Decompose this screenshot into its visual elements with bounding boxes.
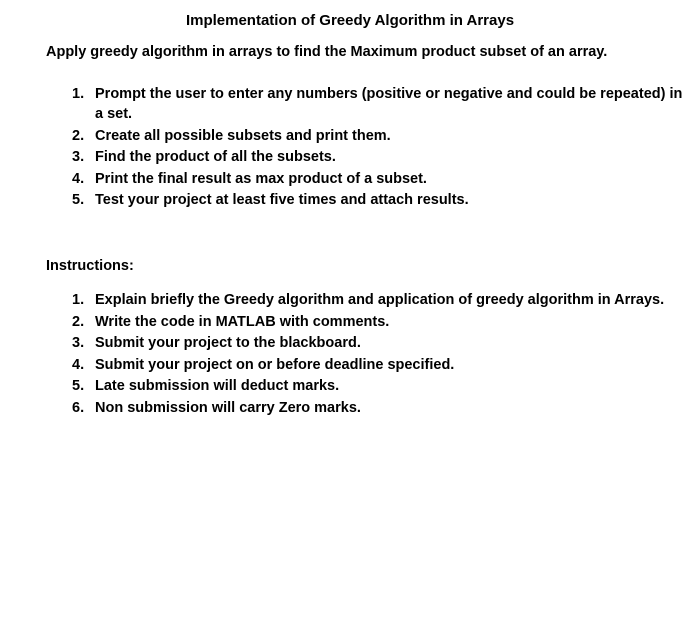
list-item <box>72 126 686 146</box>
list-item <box>72 355 686 375</box>
list-item <box>72 290 686 310</box>
list-item <box>72 147 686 167</box>
list-item-number: 1. <box>72 86 85 102</box>
list-item-text: Submit your project on or before deadline specified. <box>95 356 455 373</box>
task-list <box>72 84 686 212</box>
list-item-number: 4. <box>72 170 85 187</box>
task-heading: Apply greedy algorithm in arrays to find the Maximum product subset of an array. <box>46 44 608 60</box>
instruction-list <box>72 290 686 419</box>
list-item <box>72 312 686 332</box>
list-item <box>72 333 686 353</box>
list-item-number: 3. <box>72 149 85 165</box>
list-item-number: 6. <box>72 399 85 416</box>
list-item-number: 5. <box>72 192 85 208</box>
list-item-text: Non submission will carry Zero marks. <box>95 399 361 416</box>
list-item <box>72 376 686 396</box>
document-title: Implementation of Greedy Algorithm in Arrays <box>185 12 515 29</box>
list-item-number: 2. <box>72 313 85 330</box>
list-item-text: Create all possible subsets and print them. <box>95 127 391 144</box>
list-item-text: Write the code in MATLAB with comments. <box>95 313 390 330</box>
list-item-text: Find the product of all the subsets. <box>95 149 336 165</box>
list-item-number: 2. <box>72 127 85 144</box>
list-item-text: Print the final result as max product of a subset. <box>95 170 427 187</box>
list-item-number: 5. <box>72 378 85 394</box>
list-item-text: Prompt the user to enter any numbers (positive or negative and could be repeated) in a set. <box>95 86 683 122</box>
list-item-number: 4. <box>72 356 85 373</box>
list-item <box>72 84 686 124</box>
list-item-text: Test your project at least five times and attach results. <box>95 192 469 208</box>
list-item-number: 1. <box>72 292 85 308</box>
list-item-number: 3. <box>72 335 85 351</box>
list-item <box>72 190 686 210</box>
list-item-text: Explain briefly the Greedy algorithm and application of greedy algorithm in Arrays. <box>95 292 665 308</box>
list-item <box>72 169 686 189</box>
list-item <box>72 398 686 418</box>
list-item-text: Late submission will deduct marks. <box>95 378 340 394</box>
list-item-text: Submit your project to the blackboard. <box>95 335 361 351</box>
instructions-heading: Instructions: <box>46 258 134 274</box>
